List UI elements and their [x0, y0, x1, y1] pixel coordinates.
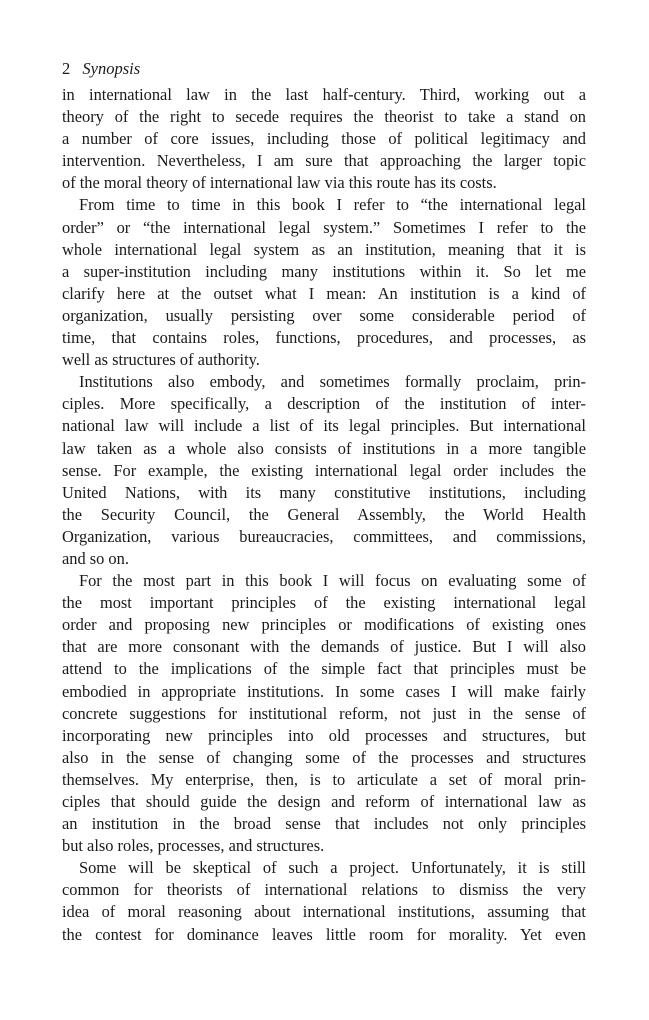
text-line: intervention. Nevertheless, I am sure that approaching the larger topic [62, 151, 586, 171]
text-line: incorporating new principles into old processes and structures, but [62, 725, 586, 745]
text-line: law taken as a whole also consists of institutions in a more tangible [62, 438, 586, 458]
paragraph [62, 857, 586, 945]
text-line: ciples that should guide the design and reform of international law as [62, 792, 586, 811]
paragraph [62, 84, 586, 194]
text-line: idea of moral reasoning about international institutions, assuming that [62, 902, 586, 922]
text-line: but also roles, processes, and structures. [62, 836, 325, 856]
text-line: national law will include a list of its legal principles. But international [62, 416, 586, 436]
paragraph [62, 570, 586, 857]
book-page [62, 58, 586, 946]
paragraph [62, 371, 586, 570]
text-line: common for theorists of international relations to dismiss the very [62, 880, 586, 900]
page-number: 2 [62, 59, 71, 78]
text-line: theory of the right to secede requires the theorist to take a stand on [62, 107, 586, 127]
text-line: a super-institution including many institutions within it. So let me [62, 261, 586, 281]
text-line: the contest for dominance leaves little room for morality. Yet even [62, 924, 586, 944]
text-line: the most important principles of the existing international legal [62, 593, 586, 613]
text-line: that are more consonant with the demands of justice. But I will also [62, 637, 586, 657]
text-line: order and proposing new principles or modifications of existing ones [62, 615, 586, 635]
text-line: an institution in the broad sense that includes not only principles [62, 814, 586, 834]
text-line: concrete suggestions for institutional reform, not just in the sense of [62, 703, 586, 723]
text-line: ciples. More specifically, a description of the institution of inter- [62, 394, 586, 414]
text-line: also in the sense of changing some of the processes and structures [62, 747, 586, 767]
text-line: clarify here at the outset what I mean: An institution is a kind of [62, 283, 586, 303]
text-line: order” or “the international legal system.” Sometimes I refer to the [62, 217, 586, 237]
running-head [62, 58, 586, 84]
text-line: embodied in appropriate institutions. In some cases I will make fairly [62, 681, 586, 701]
paragraph [62, 194, 586, 371]
text-line: time, that contains roles, functions, procedures, and processes, as [62, 328, 586, 348]
text-line: For the most part in this book I will focus on evaluating some of [79, 571, 586, 591]
text-line: organization, usually persisting over some considerable period of [62, 305, 586, 325]
text-line: well as structures of authority. [62, 350, 260, 370]
text-line: in international law in the last half-century. Third, working out a [62, 85, 586, 104]
text-line: sense. For example, the existing international legal order includes the [62, 460, 586, 480]
text-line: From time to time in this book I refer to “the international legal [79, 195, 586, 215]
body-text [62, 84, 586, 946]
text-line: Organization, various bureaucracies, committees, and commissions, [62, 526, 586, 546]
text-line: of the moral theory of international law via this route has its costs. [62, 173, 497, 193]
text-line: attend to the implications of the simple fact that principles must be [62, 659, 586, 679]
text-line: Institutions also embody, and sometimes formally proclaim, prin- [79, 372, 586, 392]
text-line: themselves. My enterprise, then, is to articulate a set of moral prin- [62, 769, 586, 789]
text-line: a number of core issues, including those of political legitimacy and [62, 129, 586, 149]
section-title: Synopsis [82, 59, 141, 78]
text-line: whole international legal system as an institution, meaning that it is [62, 239, 586, 259]
text-line: and so on. [62, 548, 129, 568]
text-line: Some will be skeptical of such a project. Unfortunately, it is still [79, 858, 586, 878]
text-line: United Nations, with its many constitutive institutions, including [62, 482, 586, 502]
text-line: the Security Council, the General Assembly, the World Health [62, 504, 586, 524]
